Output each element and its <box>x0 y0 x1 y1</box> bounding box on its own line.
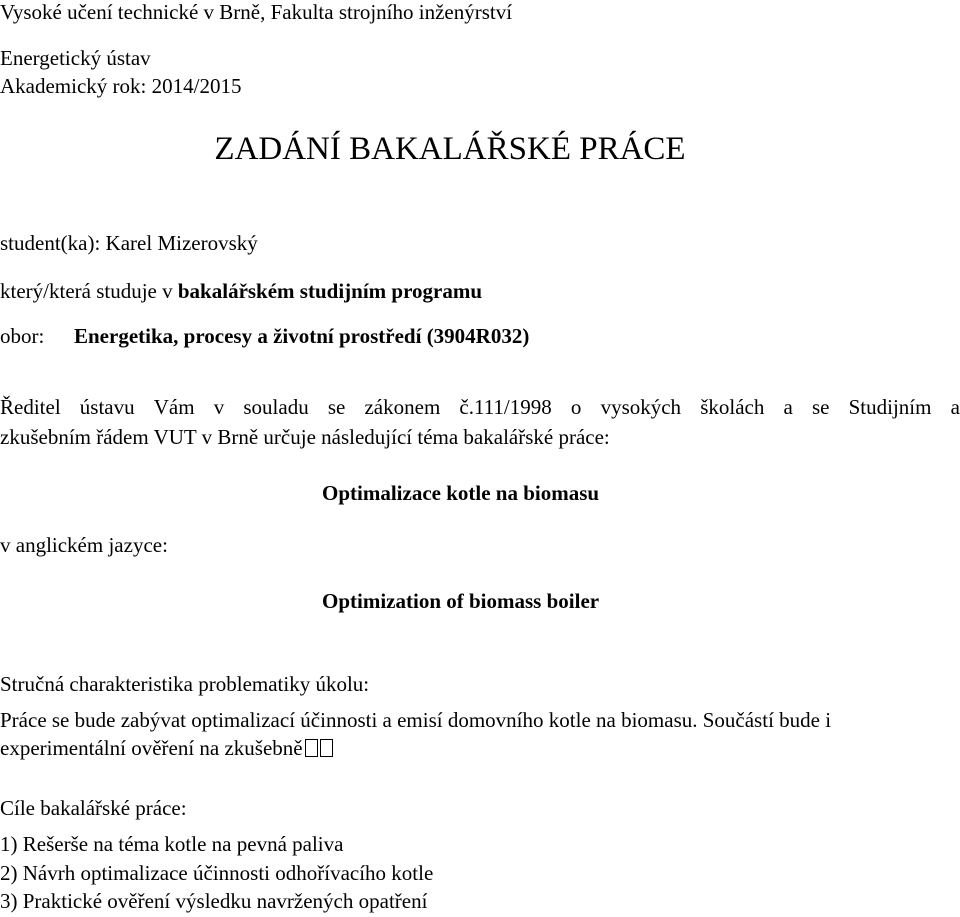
study-field <box>0 324 530 348</box>
intro-word: se <box>327 395 346 419</box>
intro-word: o <box>570 395 582 419</box>
intro-line-2: zkušebním řádem VUT v Brně určuje následující téma bakalářské práce: <box>0 425 610 449</box>
university-header: Vysoké učení technické v Brně, Fakulta strojního inženýrství <box>0 0 513 24</box>
study-program <box>0 281 482 302</box>
study-program-name: bakalářském studijním programu <box>177 279 483 303</box>
intro-word: Vám <box>153 395 195 419</box>
intro-word: ústavu <box>79 395 135 419</box>
document-title <box>0 133 960 166</box>
document-title-text: ZADÁNÍ BAKALÁŘSKÉ PRÁCE <box>214 131 686 167</box>
intro-word: školách <box>700 395 765 419</box>
missing-glyph-box <box>305 739 318 757</box>
intro-line-1 <box>0 397 960 418</box>
institute-name: Energetický ústav <box>0 46 151 70</box>
thesis-title-english: Optimization of biomass boiler <box>322 589 600 613</box>
characteristics-heading: Stručná charakteristika problematiky úkolu: <box>0 672 370 696</box>
intro-word: zákonem <box>364 395 441 419</box>
goals-item: 2) Návrh optimalizace účinnosti odhořívacího kotle <box>0 861 434 885</box>
thesis-title-czech: Optimalizace kotle na biomasu <box>322 481 600 505</box>
study-field-label: obor: <box>0 324 45 348</box>
intro-word: se <box>811 395 830 419</box>
study-field-name: Energetika, procesy a životní prostředí (3904R032) <box>74 324 530 348</box>
intro-word: vysokých <box>600 395 682 419</box>
missing-glyph-box <box>320 739 333 757</box>
student-name: student(ka): Karel Mizerovský <box>0 231 258 255</box>
characteristics-line-2 <box>0 738 333 759</box>
intro-word: a <box>783 395 793 419</box>
intro-word: Ředitel <box>0 395 61 419</box>
study-program-prefix: který/která studuje v <box>0 279 173 303</box>
characteristics-line-2-text: experimentální ověření na zkušebně <box>0 736 303 760</box>
goals-heading: Cíle bakalářské práce: <box>0 796 187 820</box>
intro-word: č.111/1998 <box>459 395 552 419</box>
academic-year: Akademický rok: 2014/2015 <box>0 74 242 98</box>
english-label: v anglickém jazyce: <box>0 533 168 557</box>
intro-word: v <box>213 395 225 419</box>
intro-word: Studijním <box>848 395 932 419</box>
intro-word: a <box>950 395 960 419</box>
intro-word: souladu <box>243 395 309 419</box>
goals-item: 1) Rešerše na téma kotle na pevná paliva <box>0 832 344 856</box>
goals-item: 3) Praktické ověření výsledku navržených opatření <box>0 889 428 913</box>
characteristics-line-1: Práce se bude zabývat optimalizací účinnosti a emisí domovního kotle na biomasu. Součástí bude i <box>0 708 832 732</box>
